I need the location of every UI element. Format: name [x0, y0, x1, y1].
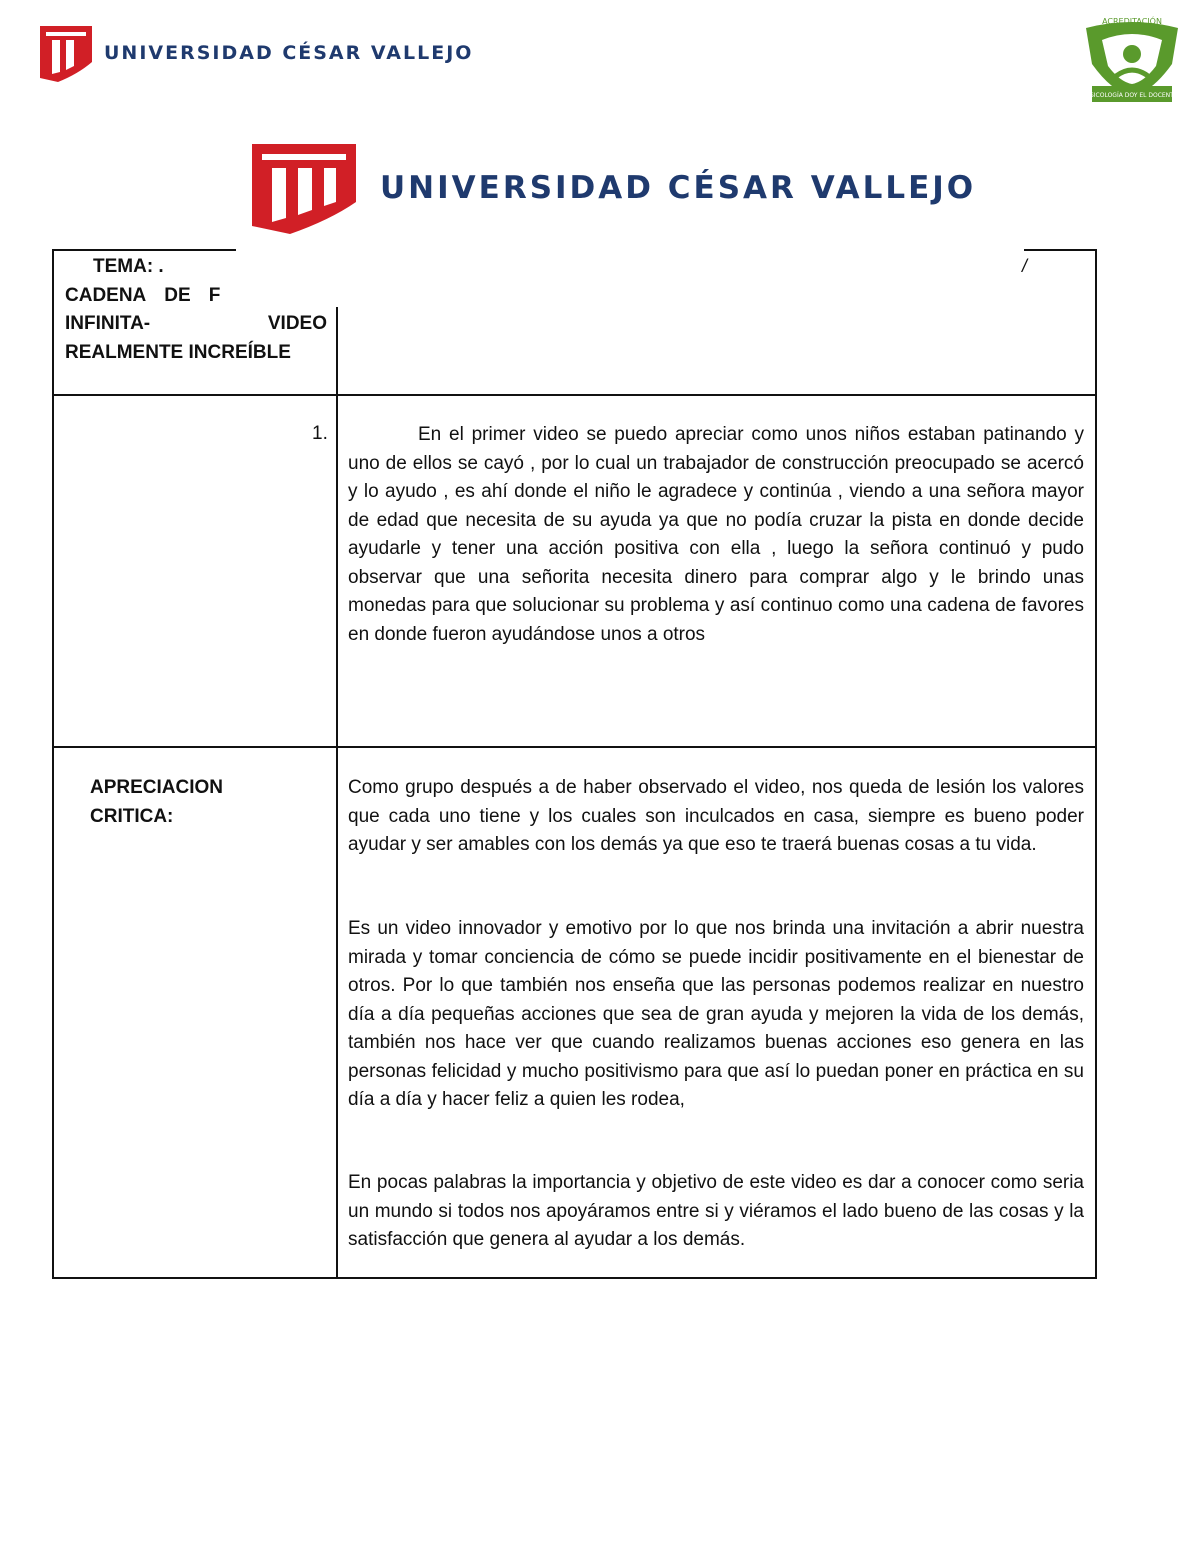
tema-word: F	[208, 284, 221, 306]
critique-paragraph-1: Como grupo después a de haber observado el video, nos queda de lesión los valores que cada uno tiene y los cuales son inculcados en casa, siempre es bueno poder ayudar y ser amables con los demás ya que eso te traerá buenas cosas a tu vida.	[348, 777, 1084, 855]
tema-line-3	[65, 310, 327, 339]
apreciacion-label-line-1: APRECIACION	[90, 777, 224, 798]
top-border-gap	[236, 248, 1024, 254]
tema-word: DE	[164, 284, 191, 306]
tema-word: INFINITA-	[65, 313, 151, 334]
tema-word: VIDEO	[267, 313, 327, 334]
apreciacion-label	[90, 774, 223, 831]
header-logo-small	[38, 22, 473, 84]
university-shield-large-icon	[250, 140, 358, 236]
content-table	[52, 249, 1097, 1279]
critique-paragraph-2: Es un video innovador y emotivo por lo que nos brinda una invitación a abrir nuestra mirada y tomar conciencia de cómo se puede incidir positivamente en el bienestar de otros. Por lo que también nos enseña que las personas podemos realizar en nuestro día a día pequeñas acciones que sea de gran ayuda y mejoren la vida de los demás, también nos hace ver que cuando realizamos buenas acciones eso genera en las personas felicidad y mucho positivismo para que así lo puedan poner en práctica en su día a día y hacer feliz a quien les rodea,	[348, 918, 1084, 1110]
accreditation-top-label: ACREDITACIÓN	[1102, 17, 1162, 26]
accreditation-bottom-label: PSICOLOGÍA DOY EL DOCENTE	[1086, 92, 1178, 99]
header-logo-large	[250, 140, 976, 236]
row-divider-2	[54, 746, 1095, 748]
row-divider-1	[54, 394, 1095, 396]
row-number: 1.	[312, 423, 328, 444]
video-description-paragraph: En el primer video se puedo apreciar como unos niños estaban patinando y uno de ellos se cayó , por lo cual un trabajador de construcción preocupado se acercó y lo ayudo , es ahí donde el niño le agradece y continúa , viendo a una señora mayor de edad que necesita de su ayuda ya que no podía cruzar la pista en donde decide ayudarle y tener una acción positiva con ella , luego la señora continuó y pudo observar que una señorita necesita dinero para comprar algo y le brindo unas monedas para que solucionar su problema y así continuo como una cadena de favores en donde fueron ayudándose unos a otros	[348, 424, 1084, 645]
accreditation-badge	[1082, 14, 1182, 110]
tema-word: CADENA	[65, 284, 147, 306]
tema-line-4: REALMENTE INCREÍBLE	[65, 341, 291, 363]
apreciacion-label-line-2: CRITICA:	[90, 805, 174, 827]
stray-mark: /	[1021, 256, 1027, 276]
accreditation-seal-icon	[1082, 14, 1182, 110]
logo-text-small: UNIVERSIDAD CÉSAR VALLEJO	[104, 42, 474, 64]
university-shield-icon	[38, 22, 94, 84]
tema-label: TEMA: .	[93, 256, 164, 277]
logo-text-large: UNIVERSIDAD CÉSAR VALLEJO	[380, 170, 977, 206]
tema-line-2	[65, 282, 327, 311]
critique-paragraph-3: En pocas palabras la importancia y objetivo de este video es dar a conocer como seria un mundo si todos nos apoyáramos entre si y viéramos el lado bueno de las cosas y la satisfacción que genera al ayudar a los demás.	[348, 1172, 1084, 1250]
tema-cell	[65, 253, 327, 367]
column-divider	[336, 307, 338, 1279]
